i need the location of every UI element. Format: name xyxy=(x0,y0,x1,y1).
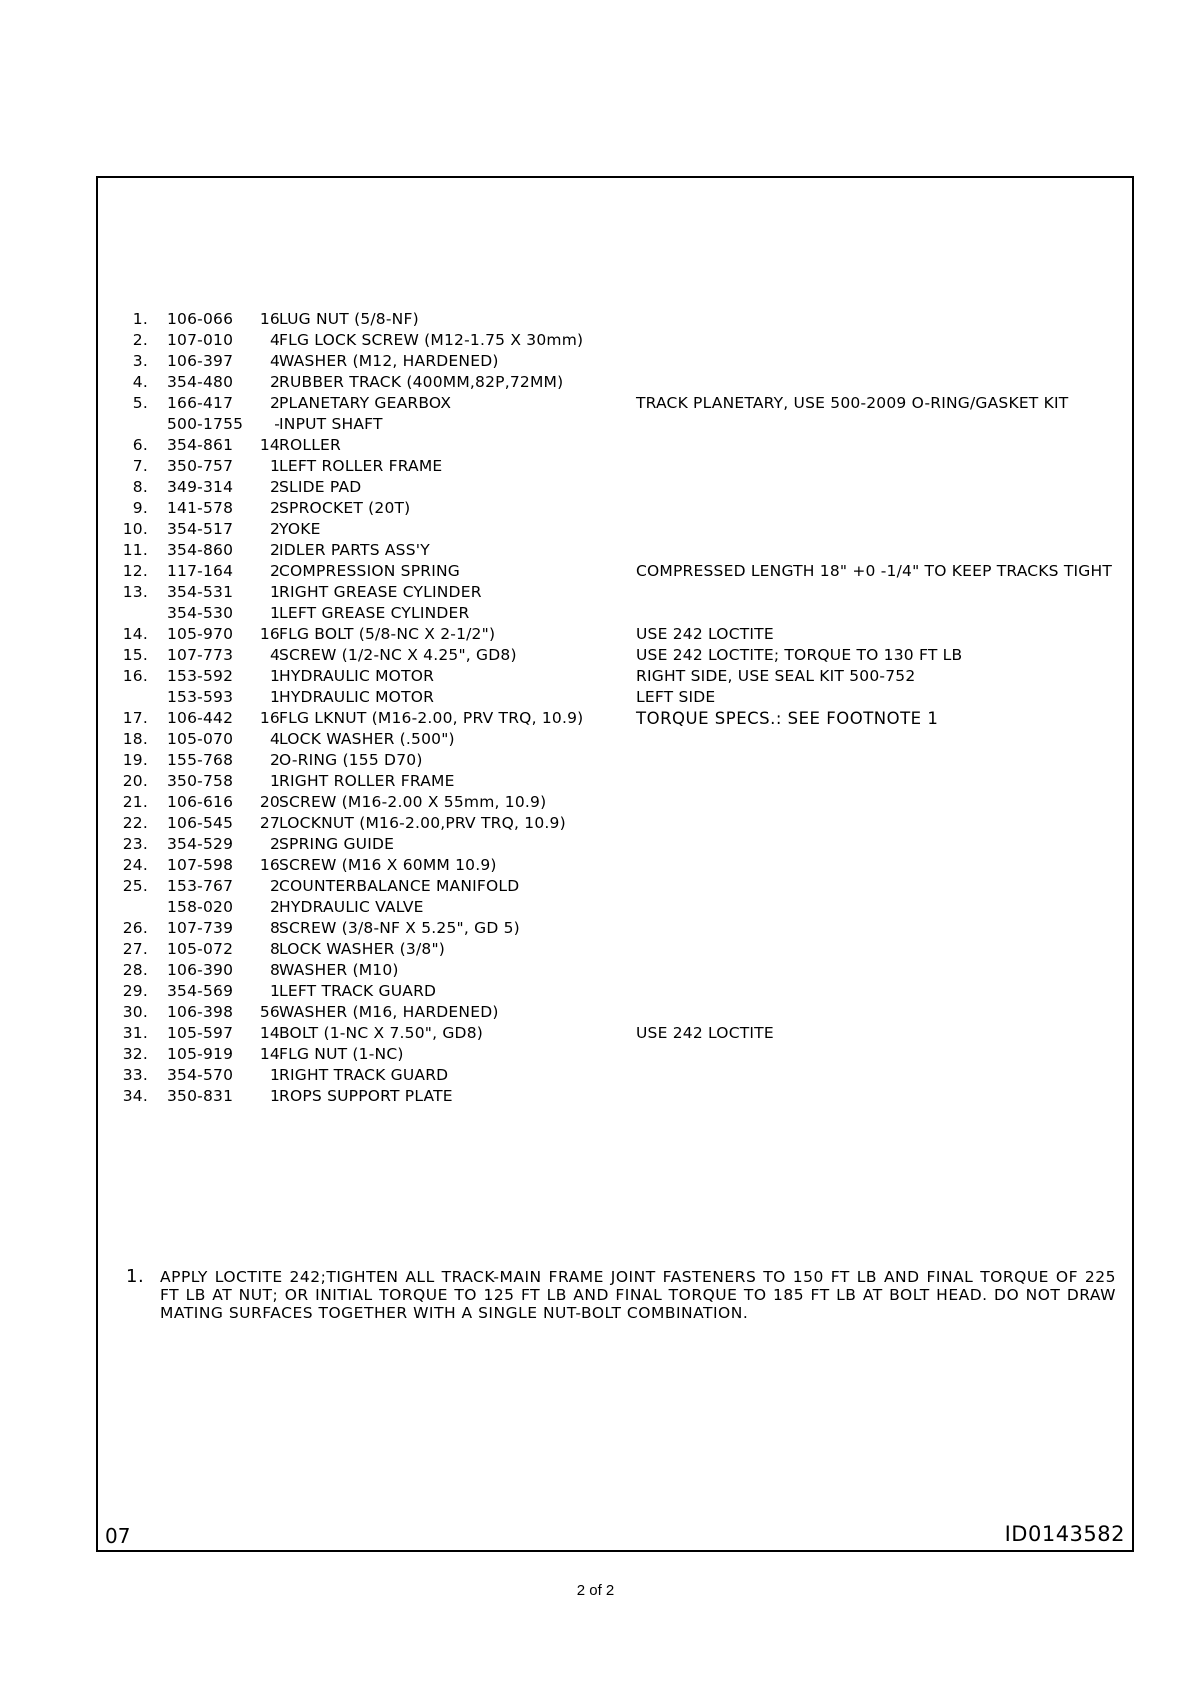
description: SLIDE PAD xyxy=(279,478,362,496)
note: USE 242 LOCTITE xyxy=(636,1024,774,1042)
table-row xyxy=(110,981,1120,1002)
item-number: 20. xyxy=(122,772,148,790)
item-number: 22. xyxy=(122,814,148,832)
item-number: 28. xyxy=(122,961,148,979)
part-number: 105-919 xyxy=(167,1045,234,1063)
quantity: 1 xyxy=(269,583,280,601)
table-row xyxy=(110,687,1120,708)
item-number: 29. xyxy=(122,982,148,1000)
quantity: 20 xyxy=(259,793,280,811)
part-number: 349-314 xyxy=(167,478,234,496)
item-number: 27. xyxy=(122,940,148,958)
item-number: 8. xyxy=(132,478,148,496)
part-number: 141-578 xyxy=(167,499,234,517)
table-row xyxy=(110,750,1120,771)
part-number: 106-442 xyxy=(167,709,234,727)
item-number: 5. xyxy=(132,394,148,412)
table-row xyxy=(110,1044,1120,1065)
quantity: 4 xyxy=(269,646,280,664)
quantity: 1 xyxy=(269,1066,280,1084)
description: LEFT ROLLER FRAME xyxy=(279,457,443,475)
description: LOCK WASHER (3/8") xyxy=(279,940,446,958)
part-number: 107-739 xyxy=(167,919,234,937)
description: HYDRAULIC VALVE xyxy=(279,898,424,916)
part-number: 106-616 xyxy=(167,793,234,811)
part-number: 106-066 xyxy=(167,310,234,328)
quantity: 16 xyxy=(259,625,280,643)
table-row xyxy=(110,918,1120,939)
table-row xyxy=(110,603,1120,624)
table-row xyxy=(110,435,1120,456)
item-number: 26. xyxy=(122,919,148,937)
description: RUBBER TRACK (400MM,82P,72MM) xyxy=(279,373,564,391)
description: LOCK WASHER (.500") xyxy=(279,730,455,748)
quantity: 1 xyxy=(269,688,280,706)
table-row xyxy=(110,561,1120,582)
footnote-text: APPLY LOCTITE 242;TIGHTEN ALL TRACK-MAIN FRAME JOINT FASTENERS TO 150 FT LB AND FINAL TORQUE OF 225 FT LB AT NUT; OR INITIAL TORQUE TO 125 FT LB AND FINAL TORQUE TO 185 FT LB AT BOLT HEAD. DO NOT DRAW MATING SURFACES TOGETHER WITH A SINGLE NUT-BOLT COMBINATION. xyxy=(160,1268,1116,1322)
item-number: 24. xyxy=(122,856,148,874)
description: YOKE xyxy=(279,520,321,538)
description: LEFT GREASE CYLINDER xyxy=(279,604,470,622)
table-row xyxy=(110,729,1120,750)
item-number: 31. xyxy=(122,1024,148,1042)
quantity: 1 xyxy=(269,457,280,475)
part-number: 354-861 xyxy=(167,436,234,454)
description: WASHER (M10) xyxy=(279,961,399,979)
quantity: 1 xyxy=(269,604,280,622)
quantity: 16 xyxy=(259,856,280,874)
part-number: 350-758 xyxy=(167,772,234,790)
description: SPROCKET (20T) xyxy=(279,499,411,517)
part-number: 354-570 xyxy=(167,1066,234,1084)
item-number: 4. xyxy=(132,373,148,391)
description: FLG LKNUT (M16-2.00, PRV TRQ, 10.9) xyxy=(279,709,584,727)
description: O-RING (155 D70) xyxy=(279,751,423,769)
quantity: 2 xyxy=(269,520,280,538)
description: IDLER PARTS ASS'Y xyxy=(279,541,430,559)
part-number: 107-598 xyxy=(167,856,234,874)
table-row xyxy=(110,1023,1120,1044)
table-row xyxy=(110,708,1120,729)
description: FLG LOCK SCREW (M12-1.75 X 30mm) xyxy=(279,331,584,349)
quantity: 2 xyxy=(269,751,280,769)
description: RIGHT ROLLER FRAME xyxy=(279,772,455,790)
quantity: 2 xyxy=(269,373,280,391)
quantity: 14 xyxy=(259,1024,280,1042)
table-row xyxy=(110,351,1120,372)
note: USE 242 LOCTITE xyxy=(636,625,774,643)
note: COMPRESSED LENGTH 18" +0 -1/4" TO KEEP TRACKS TIGHT xyxy=(636,562,1113,580)
part-number: 117-164 xyxy=(167,562,234,580)
part-number: 105-070 xyxy=(167,730,234,748)
description: INPUT SHAFT xyxy=(279,415,383,433)
parts-list xyxy=(110,309,1120,1107)
part-number: 354-860 xyxy=(167,541,234,559)
quantity: 2 xyxy=(269,562,280,580)
table-row xyxy=(110,414,1120,435)
item-number: 33. xyxy=(122,1066,148,1084)
item-number: 32. xyxy=(122,1045,148,1063)
table-row xyxy=(110,876,1120,897)
part-number: 107-773 xyxy=(167,646,234,664)
description: LEFT TRACK GUARD xyxy=(279,982,437,1000)
table-row xyxy=(110,1065,1120,1086)
part-number: 354-529 xyxy=(167,835,234,853)
description: WASHER (M12, HARDENED) xyxy=(279,352,499,370)
description: LUG NUT (5/8-NF) xyxy=(279,310,419,328)
quantity: 8 xyxy=(269,940,280,958)
quantity: 8 xyxy=(269,961,280,979)
description: WASHER (M16, HARDENED) xyxy=(279,1003,499,1021)
footnote-number: 1. xyxy=(126,1266,145,1287)
item-number: 34. xyxy=(122,1087,148,1105)
quantity: 56 xyxy=(259,1003,280,1021)
description: COMPRESSION SPRING xyxy=(279,562,461,580)
table-row xyxy=(110,1002,1120,1023)
description: HYDRAULIC MOTOR xyxy=(279,667,435,685)
table-row xyxy=(110,897,1120,918)
part-number: 354-517 xyxy=(167,520,234,538)
table-row xyxy=(110,372,1120,393)
note: TRACK PLANETARY, USE 500-2009 O-RING/GASKET KIT xyxy=(636,394,1069,412)
item-number: 18. xyxy=(122,730,148,748)
item-number: 10. xyxy=(122,520,148,538)
table-row xyxy=(110,960,1120,981)
table-row xyxy=(110,498,1120,519)
part-number: 106-398 xyxy=(167,1003,234,1021)
part-number: 155-768 xyxy=(167,751,234,769)
part-number: 158-020 xyxy=(167,898,234,916)
quantity: 2 xyxy=(269,898,280,916)
item-number: 7. xyxy=(132,457,148,475)
part-number: 105-597 xyxy=(167,1024,234,1042)
part-number: 153-592 xyxy=(167,667,234,685)
table-row xyxy=(110,834,1120,855)
item-number: 17. xyxy=(122,709,148,727)
quantity: 1 xyxy=(269,982,280,1000)
item-number: 25. xyxy=(122,877,148,895)
table-row xyxy=(110,582,1120,603)
part-number: 354-530 xyxy=(167,604,234,622)
quantity: 1 xyxy=(269,1087,280,1105)
table-row xyxy=(110,813,1120,834)
part-number: 106-390 xyxy=(167,961,234,979)
table-row xyxy=(110,456,1120,477)
item-number: 19. xyxy=(122,751,148,769)
table-row xyxy=(110,330,1120,351)
note: USE 242 LOCTITE; TORQUE TO 130 FT LB xyxy=(636,646,963,664)
description: ROLLER xyxy=(279,436,342,454)
item-number: 9. xyxy=(132,499,148,517)
quantity: 2 xyxy=(269,394,280,412)
part-number: 105-072 xyxy=(167,940,234,958)
quantity: 4 xyxy=(269,331,280,349)
description: SCREW (M16 X 60MM 10.9) xyxy=(279,856,497,874)
description: COUNTERBALANCE MANIFOLD xyxy=(279,877,520,895)
quantity: 27 xyxy=(259,814,280,832)
description: FLG BOLT (5/8-NC X 2-1/2") xyxy=(279,625,496,643)
part-number: 106-545 xyxy=(167,814,234,832)
description: HYDRAULIC MOTOR xyxy=(279,688,435,706)
part-number: 350-757 xyxy=(167,457,234,475)
description: RIGHT GREASE CYLINDER xyxy=(279,583,482,601)
quantity: 1 xyxy=(269,667,280,685)
table-row xyxy=(110,1086,1120,1107)
description: BOLT (1-NC X 7.50", GD8) xyxy=(279,1024,483,1042)
item-number: 21. xyxy=(122,793,148,811)
table-row xyxy=(110,309,1120,330)
quantity: 14 xyxy=(259,436,280,454)
description: PLANETARY GEARBOX xyxy=(279,394,452,412)
table-row xyxy=(110,792,1120,813)
quantity: 14 xyxy=(259,1045,280,1063)
item-number: 2. xyxy=(132,331,148,349)
quantity: 2 xyxy=(269,499,280,517)
part-number: 354-480 xyxy=(167,373,234,391)
part-number: 153-767 xyxy=(167,877,234,895)
part-number: 166-417 xyxy=(167,394,234,412)
table-row xyxy=(110,666,1120,687)
page-number: 2 of 2 xyxy=(576,1582,615,1599)
quantity: 4 xyxy=(269,352,280,370)
item-number: 30. xyxy=(122,1003,148,1021)
note: LEFT SIDE xyxy=(636,688,716,706)
drawing-id: ID0143582 xyxy=(1004,1522,1125,1546)
item-number: 6. xyxy=(132,436,148,454)
quantity: 2 xyxy=(269,541,280,559)
quantity: 16 xyxy=(259,310,280,328)
item-number: 14. xyxy=(122,625,148,643)
quantity: 8 xyxy=(269,919,280,937)
part-number: 500-1755 xyxy=(167,415,244,433)
item-number: 12. xyxy=(122,562,148,580)
quantity: 2 xyxy=(269,835,280,853)
part-number: 354-531 xyxy=(167,583,234,601)
quantity: 4 xyxy=(269,730,280,748)
item-number: 1. xyxy=(132,310,148,328)
item-number: 15. xyxy=(122,646,148,664)
description: FLG NUT (1-NC) xyxy=(279,1045,404,1063)
description: SPRING GUIDE xyxy=(279,835,395,853)
part-number: 354-569 xyxy=(167,982,234,1000)
table-row xyxy=(110,624,1120,645)
quantity: - xyxy=(274,415,280,433)
description: LOCKNUT (M16-2.00,PRV TRQ, 10.9) xyxy=(279,814,566,832)
item-number: 11. xyxy=(122,541,148,559)
quantity: 2 xyxy=(269,877,280,895)
part-number: 350-831 xyxy=(167,1087,234,1105)
item-number: 23. xyxy=(122,835,148,853)
part-number: 107-010 xyxy=(167,331,234,349)
item-number: 13. xyxy=(122,583,148,601)
note: TORQUE SPECS.: SEE FOOTNOTE 1 xyxy=(636,709,939,728)
description: SCREW (3/8-NF X 5.25", GD 5) xyxy=(279,919,520,937)
table-row xyxy=(110,645,1120,666)
item-number: 16. xyxy=(122,667,148,685)
table-row xyxy=(110,540,1120,561)
table-row xyxy=(110,939,1120,960)
item-number: 3. xyxy=(132,352,148,370)
quantity: 2 xyxy=(269,478,280,496)
part-number: 106-397 xyxy=(167,352,234,370)
table-row xyxy=(110,393,1120,414)
part-number: 153-593 xyxy=(167,688,234,706)
quantity: 1 xyxy=(269,772,280,790)
table-row xyxy=(110,771,1120,792)
table-row xyxy=(110,477,1120,498)
description: ROPS SUPPORT PLATE xyxy=(279,1087,453,1105)
note: RIGHT SIDE, USE SEAL KIT 500-752 xyxy=(636,667,916,685)
description: SCREW (M16-2.00 X 55mm, 10.9) xyxy=(279,793,547,811)
part-number: 105-970 xyxy=(167,625,234,643)
table-row xyxy=(110,855,1120,876)
description: SCREW (1/2-NC X 4.25", GD8) xyxy=(279,646,517,664)
table-row xyxy=(110,519,1120,540)
revision-code: 07 xyxy=(105,1524,131,1548)
quantity: 16 xyxy=(259,709,280,727)
description: RIGHT TRACK GUARD xyxy=(279,1066,449,1084)
